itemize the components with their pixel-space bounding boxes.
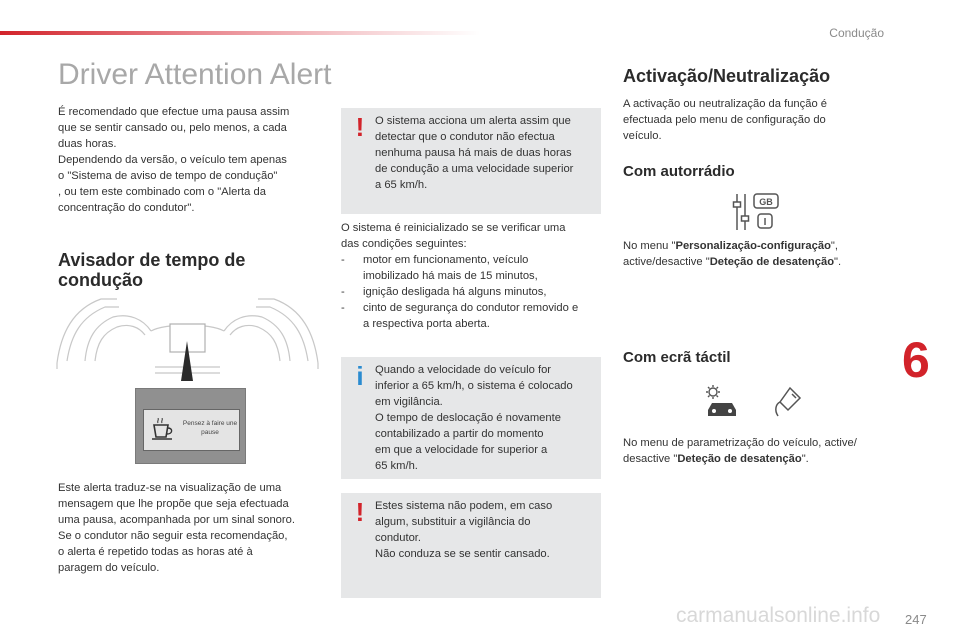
text-line: Se o condutor não seguir esta recomendação,: [58, 530, 288, 542]
header-accent-bar: [0, 31, 480, 35]
text-line: algum, substituir a vigilância do: [375, 516, 531, 528]
warning-text: [375, 113, 599, 193]
text-line: que se sentir cansado ou, pelo menos, a cada: [58, 122, 287, 134]
page-number: 247: [905, 612, 927, 627]
text-line: Dependendo da versão, o veículo tem apenas: [58, 154, 287, 166]
watermark: carmanualsonline.info: [676, 604, 881, 627]
section-name: Condução: [829, 26, 884, 40]
cluster-display-panel: [135, 388, 246, 464]
heading-line: Avisador de tempo de: [58, 250, 246, 270]
setting-name: Deteção de desatenção: [709, 256, 835, 268]
text-line: Este alerta traduz-se na visualização de uma: [58, 482, 282, 494]
text-line: veículo.: [623, 130, 662, 142]
setting-name: Deteção de desatenção: [677, 453, 802, 465]
alert-description: [58, 480, 328, 576]
warning-icon: !: [355, 112, 365, 142]
text-line: paragem do veículo.: [58, 562, 160, 574]
language-label: GB: [759, 197, 773, 207]
menu-name: Personalização-configuração: [675, 240, 831, 252]
text-line: No menu de parametrização do veículo, active/: [623, 437, 857, 449]
text-line: inferior a 65 km/h, o sistema é colocado: [375, 380, 573, 392]
text-line: O tempo de deslocação é novamente: [375, 412, 561, 424]
coffee-cup-icon: [150, 418, 176, 442]
text-line: cinto de segurança do condutor removido e: [363, 302, 579, 314]
text-fragment: No menu ": [623, 240, 676, 252]
reset-conditions: [341, 220, 603, 332]
section-heading-activation: Activação/Neutralização: [623, 66, 831, 86]
touchscreen-instructions: [623, 435, 893, 467]
warning-box-alert: [341, 108, 601, 214]
text-line: A activação ou neutralização da função é: [623, 98, 828, 110]
text-line: duas horas.: [58, 138, 117, 150]
car-settings-icon: [704, 384, 740, 420]
list-item: [341, 252, 603, 284]
text-fragment: ".: [801, 453, 809, 465]
list-dash: -: [341, 286, 345, 298]
warning-text: [375, 498, 599, 562]
display-line: Pensez à faire une: [182, 420, 238, 427]
text-line: [623, 254, 883, 270]
text-line: a 65 km/h.: [375, 179, 428, 191]
text-line: Estes sistema não podem, em caso: [375, 500, 553, 512]
text-line: uma pausa, acompanhada por um sinal sonoro.: [58, 514, 295, 526]
info-icon: i: [356, 361, 364, 391]
text-line: O sistema acciona um alerta assim que: [375, 115, 571, 127]
text-line: nenhuma pausa há mais de duas horas: [375, 147, 572, 159]
text-line: detectar que o condutor não efectua: [375, 131, 555, 143]
radio-instructions: [623, 238, 883, 270]
text-fragment: ".: [834, 256, 842, 268]
text-line: [623, 451, 893, 467]
text-line: imobilizado há mais de 15 minutos,: [363, 270, 538, 282]
text-line: das condições seguintes:: [341, 238, 467, 250]
list-dash: -: [341, 254, 345, 266]
settings-sliders-icon: [732, 192, 780, 232]
touch-settings-icon: [770, 384, 806, 420]
text-fragment: desactive ": [623, 453, 678, 465]
text-line: Quando a velocidade do veículo for: [375, 364, 552, 376]
warning-icon: !: [355, 497, 365, 527]
subheading-radio: Com autorrádio: [623, 163, 735, 180]
text-line: ignição desligada há alguns minutos,: [363, 286, 547, 298]
text-line: mensagem que lhe propõe que seja efectuada: [58, 498, 289, 510]
text-line: motor em funcionamento, veículo: [363, 254, 529, 266]
text-fragment: ",: [830, 240, 839, 252]
text-line: o alerta é repetido todas as horas até à: [58, 546, 253, 558]
activation-text: [623, 96, 873, 144]
display-line: pause: [201, 429, 219, 436]
info-box-speed: [341, 357, 601, 479]
list-dash: -: [341, 302, 345, 314]
text-line: Não conduza se se sentir cansado.: [375, 548, 550, 560]
list-item: [341, 284, 603, 300]
text-line: concentração do condutor".: [58, 202, 195, 214]
subheading-touchscreen: Com ecrã táctil: [623, 349, 731, 366]
display-screen: [143, 409, 240, 451]
list-item: [341, 300, 603, 332]
text-line: a respectiva porta aberta.: [363, 318, 490, 330]
text-line: , ou tem este combinado com o "Alerta da: [58, 186, 266, 198]
section-heading-driving-time: [58, 250, 245, 290]
text-line: efectuada pelo menu de configuração do: [623, 114, 826, 126]
text-line: contabilizado a partir do momento: [375, 428, 544, 440]
text-line: É recomendado que efectue uma pausa assim: [58, 106, 290, 118]
warning-box-vigilance: [341, 493, 601, 598]
text-line: em vigilância.: [375, 396, 443, 408]
text-line: condutor.: [375, 532, 422, 544]
page-title: Driver Attention Alert: [58, 58, 332, 91]
info-label: I: [763, 217, 767, 228]
text-line: em que a velocidade for superior a: [375, 444, 548, 456]
text-line: 65 km/h.: [375, 460, 418, 472]
text-line: O sistema é reinicializado se se verificar uma: [341, 222, 566, 234]
heading-line: condução: [58, 270, 144, 290]
text-line: de condução a uma velocidade superior: [375, 163, 574, 175]
info-text: [375, 362, 599, 474]
display-message: [182, 419, 238, 437]
text-fragment: active/desactive ": [623, 256, 710, 268]
intro-paragraph: [58, 104, 328, 216]
chapter-number: 6: [902, 332, 930, 388]
text-line: [623, 238, 883, 254]
text-line: o "Sistema de aviso de tempo de condução": [58, 170, 278, 182]
